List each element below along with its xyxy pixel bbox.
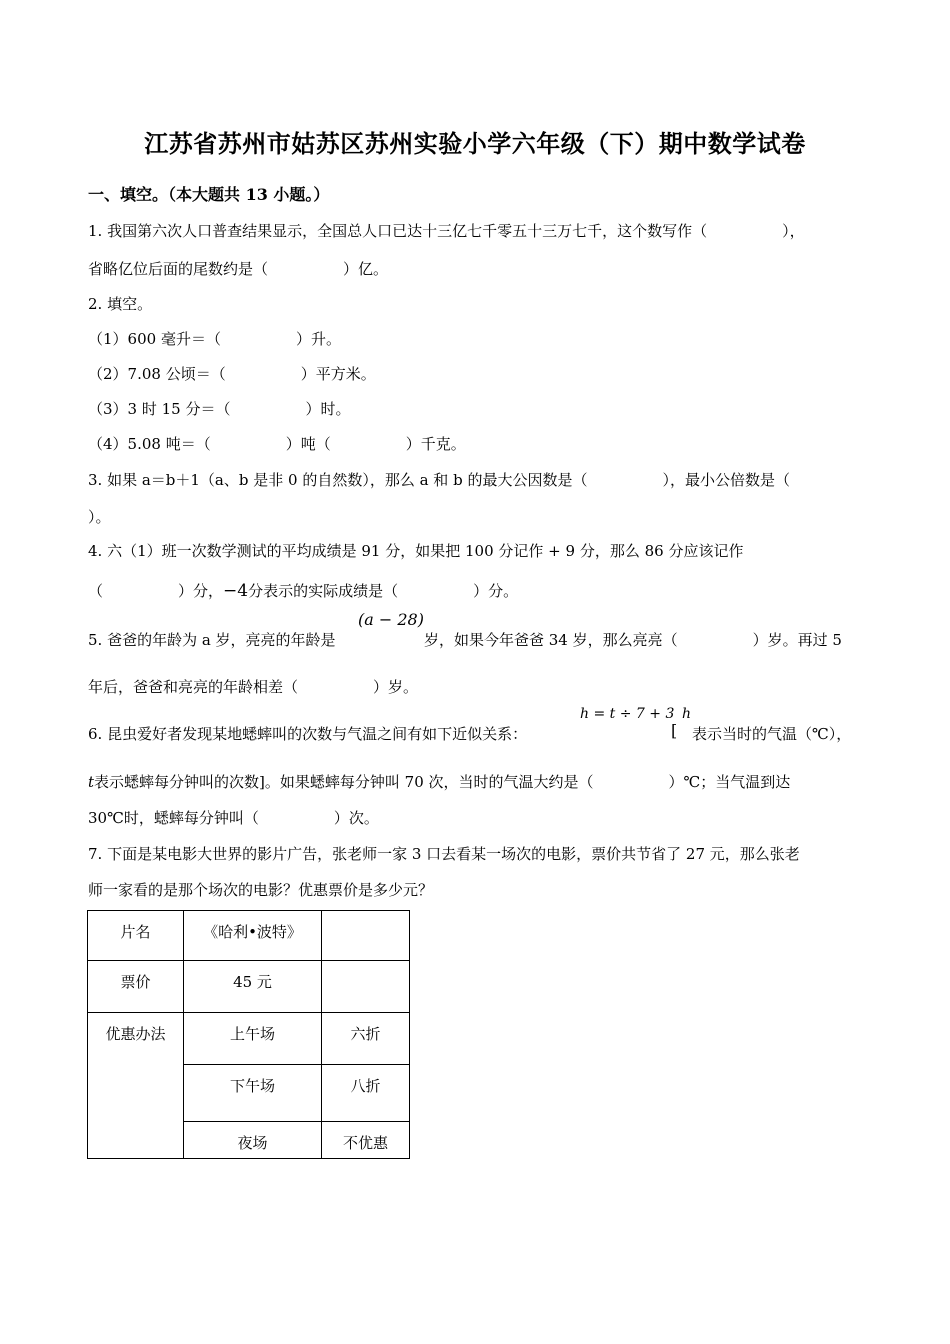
- q5-age-expression: (a − 28): [358, 610, 424, 629]
- q4-negative-value: −4: [223, 581, 249, 601]
- table-cell-film-name: 《哈利•波特》: [184, 911, 322, 961]
- table-cell-empty: [322, 961, 410, 1013]
- q6-t-variable: t: [88, 773, 95, 791]
- q6-line1-part2: 表示当时的气温（℃），: [692, 725, 852, 743]
- q2-item-4: （4）5.08 吨＝（ ）吨（ ）千克。: [88, 435, 466, 453]
- q3-line1: 3. 如果 a＝b＋1（a、b 是非 0 的自然数），那么 a 和 b 的最大公因数是（ ），最小公倍数是（: [88, 471, 790, 489]
- table-row: [88, 961, 410, 1013]
- table-row: [88, 911, 410, 961]
- q6-bracket: [: [671, 721, 678, 740]
- q6-line2: [88, 771, 790, 792]
- q2-item-2: （2）7.08 公顷＝（ ）平方米。: [88, 365, 376, 383]
- table-cell-session: 上午场: [184, 1013, 322, 1065]
- page-title: 江苏省苏州市姑苏区苏州实验小学六年级（下）期中数学试卷: [144, 129, 806, 158]
- q2-heading: 2. 填空。: [88, 295, 153, 313]
- table-cell-discount: 不优惠: [322, 1122, 410, 1159]
- table-cell-discount: 八折: [322, 1065, 410, 1122]
- q6-formula: h = t ÷ 7 + 3: [580, 706, 675, 722]
- q5-line1-part2: 岁，如果今年爸爸 34 岁，那么亮亮（ ）岁。再过 5: [424, 631, 842, 649]
- table-cell-discount-label: 优惠办法: [88, 1013, 184, 1159]
- table-cell-session: 夜场: [184, 1122, 322, 1159]
- section-heading: 一、填空。（本大题共 13 小题。）: [88, 185, 330, 204]
- table-row: [88, 1013, 410, 1065]
- q6-h-variable: h: [682, 706, 692, 722]
- q1-line2: 省略亿位后面的尾数约是（ ）亿。: [88, 260, 389, 278]
- q2-item-3: （3）3 时 15 分＝（ ）时。: [88, 400, 351, 418]
- q4-line2: [88, 580, 518, 601]
- q5-line1-part1: 5. 爸爸的年龄为 a 岁，亮亮的年龄是: [88, 631, 336, 649]
- q7-line1: 7. 下面是某电影大世界的影片广告，张老师一家 3 口去看某一场次的电影，票价共节省了 27 元，那么张老: [88, 845, 800, 863]
- q6-line2-text: 表示蟋蟀每分钟叫的次数]。如果蟋蟀每分钟叫 70 次，当时的气温大约是（ ）℃；当气温到达: [94, 773, 791, 791]
- q4-line1: 4. 六（1）班一次数学测试的平均成绩是 91 分，如果把 100 分记作 + 9 分，那么 86 分应该记作: [88, 542, 744, 560]
- q6-line1-part1: 6. 昆虫爱好者发现某地蟋蟀叫的次数与气温之间有如下近似关系：: [88, 725, 528, 743]
- table-cell-price-label: 票价: [88, 961, 184, 1013]
- q5-line2: 年后，爸爸和亮亮的年龄相差（ ）岁。: [88, 678, 419, 696]
- q4-line2-part1: （ ）分，: [88, 582, 224, 600]
- q2-item-1: （1）600 毫升＝（ ）升。: [88, 330, 341, 348]
- q7-line2: 师一家看的是那个场次的电影？优惠票价是多少元？: [88, 881, 434, 899]
- q6-line3: 30℃时，蟋蟀每分钟叫（ ）次。: [88, 809, 379, 827]
- table-cell-session: 下午场: [184, 1065, 322, 1122]
- q4-line2-part2: 分表示的实际成绩是（ ）分。: [248, 582, 519, 600]
- table-cell-empty: [322, 911, 410, 961]
- movie-ad-table: [87, 910, 410, 1159]
- q3-line2: ）。: [88, 508, 111, 526]
- table-cell-film-label: 片名: [88, 911, 184, 961]
- table-cell-discount: 六折: [322, 1013, 410, 1065]
- table-cell-price-value: 45 元: [184, 961, 322, 1013]
- q1-line1: 1. 我国第六次人口普查结果显示，全国总人口已达十三亿七千零五十三万七千，这个数写作（ ），: [88, 222, 805, 240]
